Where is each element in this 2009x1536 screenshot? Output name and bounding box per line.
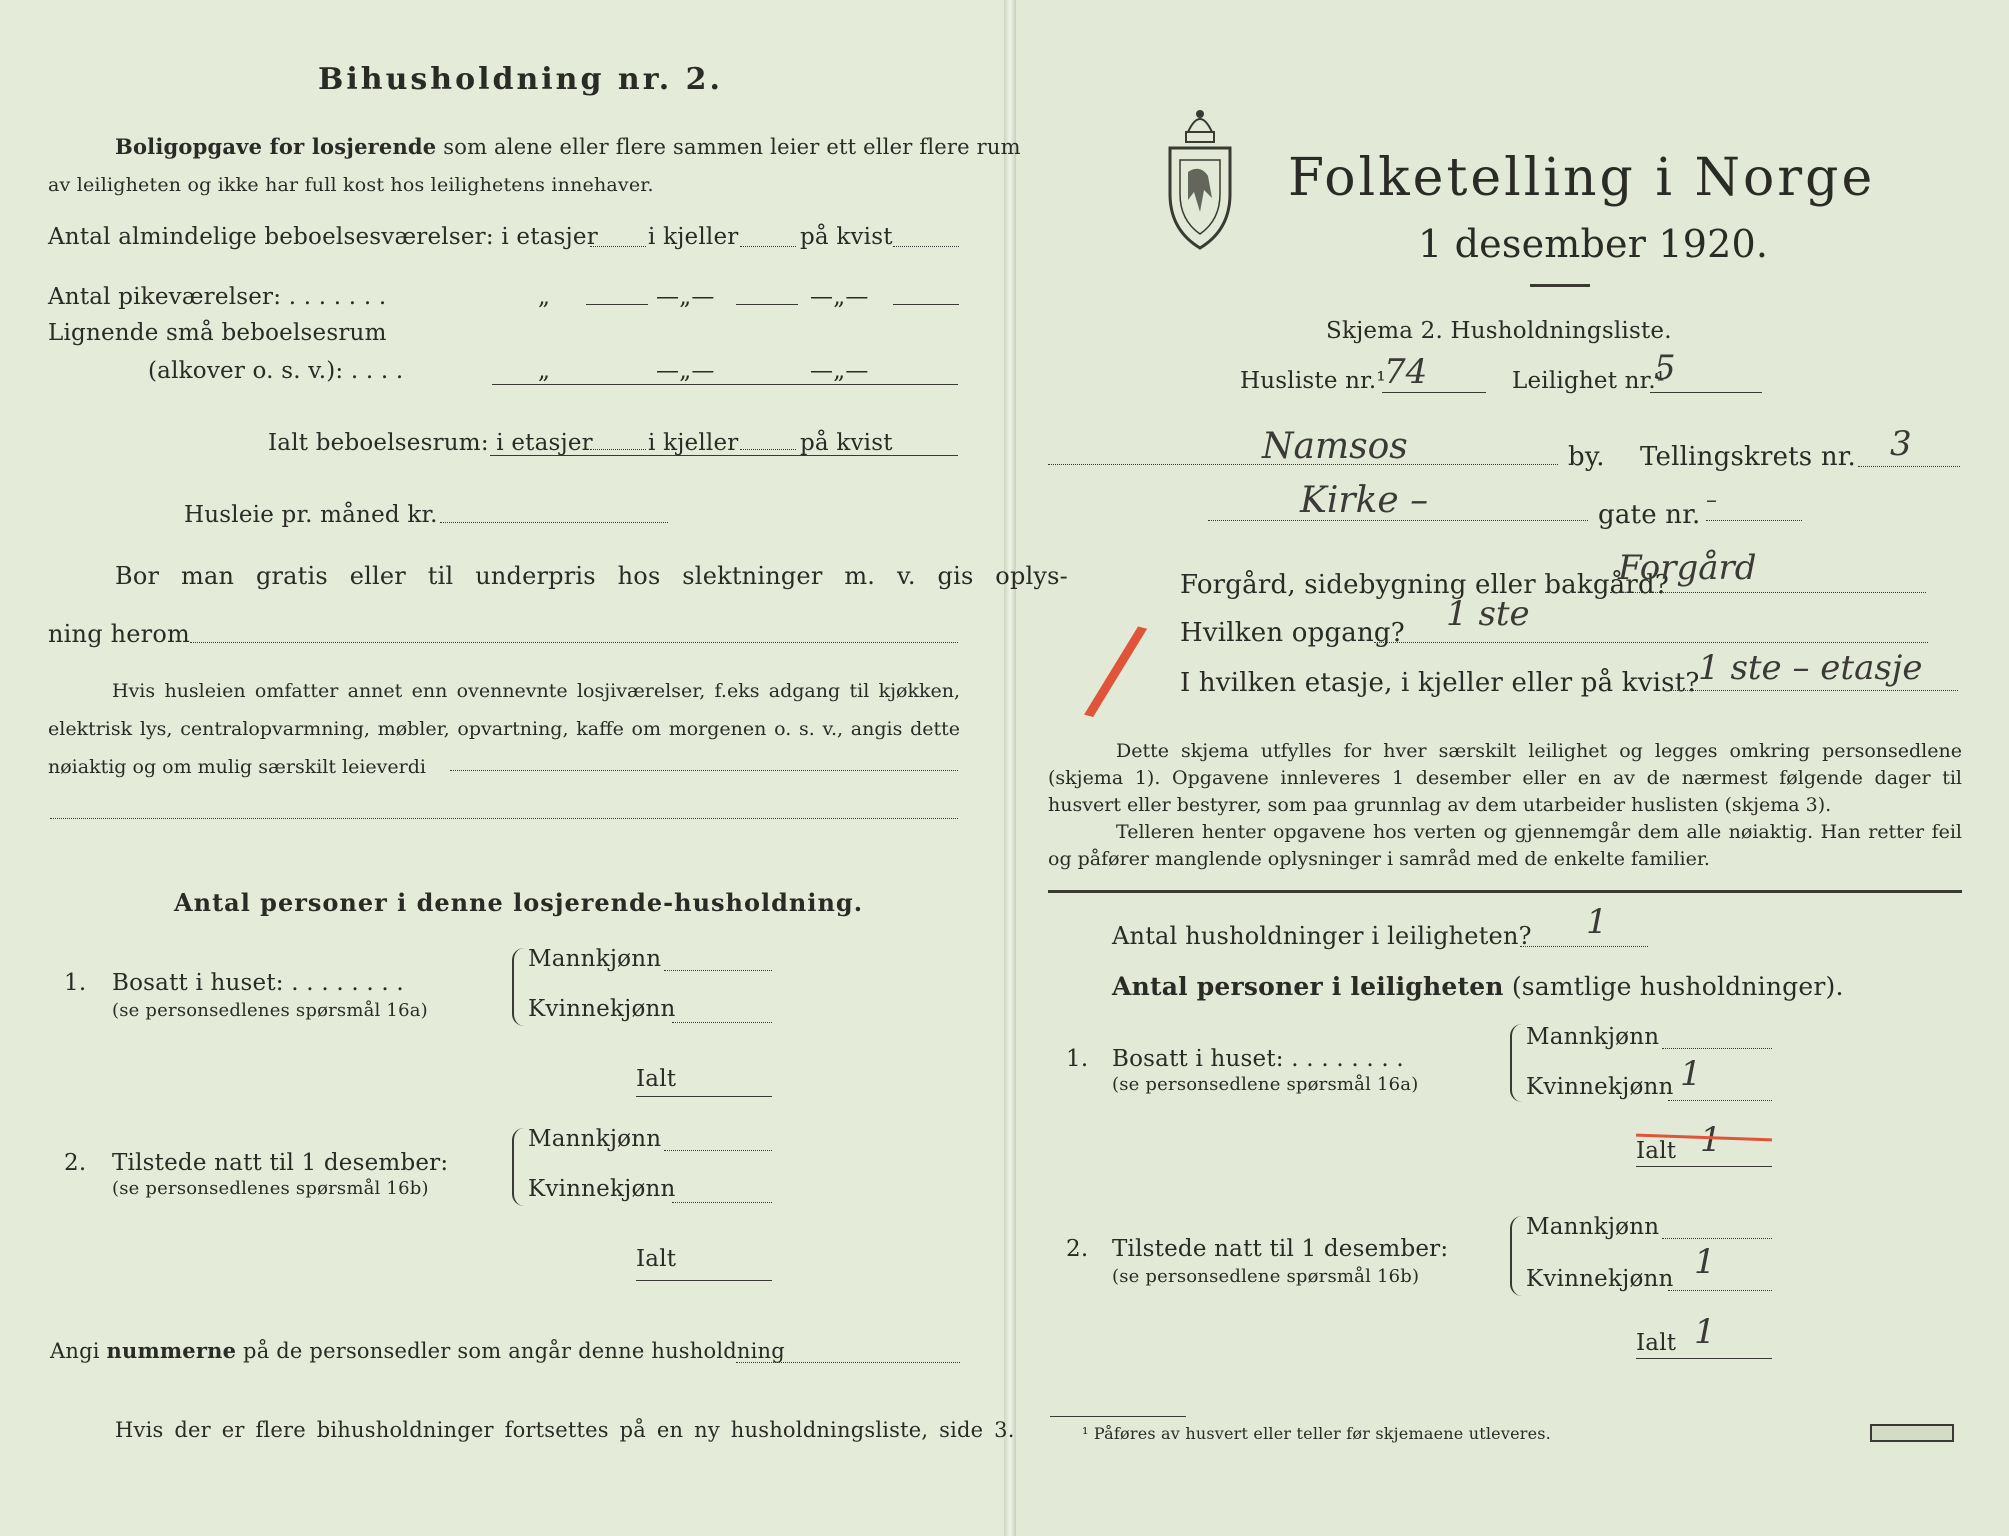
left-q1-male-field[interactable] — [664, 970, 772, 971]
persons-bold-right: Antal personer i leiligheten — [1112, 972, 1504, 1001]
right-q1-sub: (se personsedlene spørsmål 16a) — [1112, 1074, 1419, 1095]
right-q2-label: Tilstede natt til 1 desember: — [1112, 1236, 1449, 1262]
numbers-field[interactable] — [736, 1362, 960, 1363]
city-field[interactable] — [1048, 464, 1558, 465]
left-q2-male-label: Mannkjønn — [528, 1126, 662, 1152]
forgaard-field[interactable] — [1610, 592, 1926, 593]
right-q1-female-field[interactable] — [1668, 1100, 1772, 1101]
free-text-2: ning herom — [48, 620, 190, 648]
households-label: Antal husholdninger i leiligheten? — [1112, 922, 1532, 950]
similar-dash-1: —„— — [656, 358, 715, 384]
krets-field[interactable] — [1858, 466, 1960, 467]
left-q2-label: Tilstede natt til 1 desember: — [112, 1150, 449, 1176]
total-rooms-label: Ialt beboelsesrum: i etasjer — [268, 430, 593, 456]
right-q1-total-field[interactable] — [1636, 1166, 1772, 1167]
maid-dash-2: —„— — [810, 284, 869, 310]
right-q2-brace — [1510, 1216, 1522, 1296]
etasje-value: 1 ste – etasje — [1698, 648, 1923, 688]
intro-bold: Boligopgave for losjerende — [115, 134, 437, 159]
free-info-field[interactable] — [190, 642, 958, 643]
coat-of-arms-icon — [1160, 102, 1240, 252]
opgang-field[interactable] — [1374, 642, 1928, 643]
rent-includes-body: Hvis husleien omfatter annet enn ovennevnte losjiværelser, f.eks adgang til kjøkken, elektrisk lys, centralopvarmning, møbler, opvartning, kaffe om morgenen o. s. v., angis dette nøiaktig og om mulig særskilt leieverdi — [48, 680, 960, 778]
right-q1-label: Bosatt i huset: . . . . . . . . — [1112, 1046, 1404, 1072]
right-q2-total-value: 1 — [1694, 1312, 1716, 1352]
right-q1-total-label: Ialt — [1636, 1138, 1677, 1164]
intro-line-2: av leiligheten og ikke har full kost hos leilighetens innehaver. — [48, 174, 654, 196]
persons-line-right — [1112, 972, 1844, 1001]
etasje-field[interactable] — [1668, 690, 1958, 691]
left-q1-sub: (se personsedlenes spørsmål 16a) — [112, 1000, 428, 1021]
schema-label: Skjema 2. Husholdningsliste. — [1326, 318, 1672, 344]
footnote-rule — [1050, 1416, 1186, 1417]
rooms-cellar-field[interactable] — [740, 246, 796, 247]
rent-field[interactable] — [440, 522, 668, 523]
numbers-bold: nummerne — [106, 1338, 237, 1363]
free-text-1: Bor man gratis eller til underpris hos slektninger m. v. gis oplys- — [115, 562, 1068, 590]
numbers-line — [50, 1338, 785, 1363]
total-cellar-label: i kjeller — [648, 430, 739, 456]
maid-quote: „ — [538, 284, 551, 310]
husliste-value: 74 — [1384, 352, 1428, 392]
right-q1-female-label: Kvinnekjønn — [1526, 1074, 1674, 1100]
rent-label: Husleie pr. måned kr. — [184, 502, 438, 528]
right-q2-female-value: 1 — [1694, 1242, 1716, 1282]
gate-field[interactable] — [1706, 520, 1802, 521]
right-q1-total-value: 1 — [1700, 1120, 1722, 1160]
forgaard-label: Forgård, sidebygning eller bakgård? — [1180, 570, 1669, 600]
right-q2-sub: (se personsedlene spørsmål 16b) — [1112, 1266, 1420, 1287]
similar-rooms-sub: (alkover o. s. v.): . . . . — [148, 358, 404, 384]
instructions-1: Dette skjema utfylles for hver særskilt leilighet og legges omkring personsedlene (skjema 1). Opgavene innleveres 1 desember eller en av de nærmest følgende dager til husvert eller bestyrer, som paa grunnlag av dem utarbeider huslisten (skjema 3). — [1048, 740, 1962, 816]
left-title: Bihusholdning nr. 2. — [318, 62, 723, 97]
krets-value: 3 — [1890, 424, 1912, 464]
numbers-pre: Angi — [50, 1339, 107, 1363]
total-floors-field[interactable] — [590, 449, 646, 450]
husliste-label: Husliste nr.¹ — [1240, 368, 1386, 394]
footnote: ¹ Påføres av husvert eller teller før skjemaene utleveres. — [1082, 1424, 1551, 1443]
rent-value-field-2[interactable] — [50, 818, 958, 819]
left-q2-male-field[interactable] — [664, 1150, 772, 1151]
maid-dash-1: —„— — [656, 284, 715, 310]
left-q1-total-field[interactable] — [636, 1096, 772, 1097]
similar-dash-2: —„— — [810, 358, 869, 384]
persons-title-left: Antal personer i denne losjerende-husholdning. — [174, 888, 864, 917]
gate-value: – — [1706, 488, 1717, 513]
left-q2-num: 2. — [64, 1150, 87, 1176]
opgang-label: Hvilken opgang? — [1180, 618, 1405, 648]
right-q2-female-field[interactable] — [1668, 1290, 1772, 1291]
etasje-label: I hvilken etasje, i kjeller eller på kvist? — [1180, 668, 1700, 698]
similar-rooms-label: Lignende små beboelsesrum — [48, 320, 387, 346]
right-q1-male-label: Mannkjønn — [1526, 1024, 1660, 1050]
red-pencil-mark: / — [1079, 597, 1153, 742]
total-attic-label: på kvist — [800, 430, 893, 456]
left-q1-label: Bosatt i huset: . . . . . . . . — [112, 970, 404, 996]
leilighet-label: Leilighet nr.¹ — [1512, 368, 1666, 394]
krets-label: Tellingskrets nr. — [1640, 442, 1856, 472]
instructions-rule — [1048, 890, 1962, 893]
right-title: Folketelling i Norge — [1288, 148, 1876, 208]
rooms-attic-label: på kvist — [800, 224, 893, 250]
right-q2-total-field[interactable] — [1636, 1358, 1772, 1359]
left-q2-total-field[interactable] — [636, 1280, 772, 1281]
right-q2-num: 2. — [1066, 1236, 1089, 1262]
rooms-label: Antal almindelige beboelsesværelser: i etasjer — [48, 224, 598, 250]
city-value: Namsos — [1262, 426, 1408, 467]
street-field[interactable] — [1208, 520, 1588, 521]
rent-includes-text — [48, 672, 960, 786]
left-q2-female-field[interactable] — [672, 1202, 772, 1203]
rooms-attic-field[interactable] — [893, 246, 959, 247]
numbers-post: på de personsedler som angår denne husholdning — [236, 1339, 785, 1363]
left-q2-female-label: Kvinnekjønn — [528, 1176, 676, 1202]
maid-attic-field[interactable] — [893, 304, 959, 305]
rooms-cellar-label: i kjeller — [648, 224, 739, 250]
maid-cellar-field[interactable] — [736, 304, 798, 305]
left-q1-brace — [512, 948, 524, 1026]
right-q2-female-label: Kvinnekjønn — [1526, 1266, 1674, 1292]
left-q1-female-label: Kvinnekjønn — [528, 996, 676, 1022]
households-value: 1 — [1586, 902, 1608, 942]
intro-rest: som alene eller flere sammen leier ett eller flere rum — [436, 135, 1021, 159]
intro-line-1 — [115, 134, 1021, 159]
husliste-field[interactable] — [1382, 392, 1486, 393]
similar-quote: „ — [538, 358, 551, 384]
leilighet-field[interactable] — [1650, 392, 1762, 393]
left-q2-total-label: Ialt — [636, 1246, 677, 1272]
right-q1-male-field[interactable] — [1662, 1048, 1772, 1049]
households-field[interactable] — [1520, 946, 1648, 947]
left-footer: Hvis der er flere bihusholdninger fortsettes på en ny husholdningsliste, side 3. — [115, 1418, 1015, 1442]
street-value: Kirke – — [1300, 480, 1429, 521]
right-q1-brace — [1510, 1024, 1522, 1102]
left-q1-total-label: Ialt — [636, 1066, 677, 1092]
right-q1-female-value: 1 — [1680, 1054, 1702, 1094]
leilighet-value: 5 — [1654, 348, 1676, 388]
by-label: by. — [1568, 442, 1605, 472]
maid-rooms-label: Antal pikeværelser: . . . . . . . — [48, 284, 387, 310]
census-date: 1 desember 1920. — [1418, 222, 1769, 266]
printer-stamp — [1870, 1424, 1954, 1442]
left-q1-num: 1. — [64, 970, 87, 996]
page-fold — [1004, 0, 1016, 1536]
opgang-value: 1 ste — [1446, 594, 1530, 634]
right-q2-male-label: Mannkjønn — [1526, 1214, 1660, 1240]
rooms-floors-field[interactable] — [590, 246, 646, 247]
persons-rest-right: (samtlige husholdninger). — [1503, 972, 1844, 1001]
gate-label: gate nr. — [1598, 500, 1701, 530]
title-rule — [1530, 284, 1590, 287]
right-q2-total-label: Ialt — [1636, 1330, 1677, 1356]
right-q1-num: 1. — [1066, 1046, 1089, 1072]
left-q1-male-label: Mannkjønn — [528, 946, 662, 972]
total-cellar-field[interactable] — [740, 449, 796, 450]
left-q1-female-field[interactable] — [672, 1022, 772, 1023]
instructions-2: Telleren henter opgavene hos verten og gjennemgår dem alle nøiaktig. Han retter feil og påfører manglende oplysninger i samråd med de enkelte familier. — [1048, 821, 1962, 870]
left-q2-sub: (se personsedlenes spørsmål 16b) — [112, 1178, 429, 1199]
right-q2-male-field[interactable] — [1662, 1238, 1772, 1239]
left-q2-brace — [512, 1128, 524, 1206]
maid-floors-field[interactable] — [586, 304, 648, 305]
rent-value-field[interactable] — [450, 770, 958, 771]
forgaard-value: Forgård — [1618, 548, 1757, 588]
similar-rooms-underline — [492, 384, 958, 385]
